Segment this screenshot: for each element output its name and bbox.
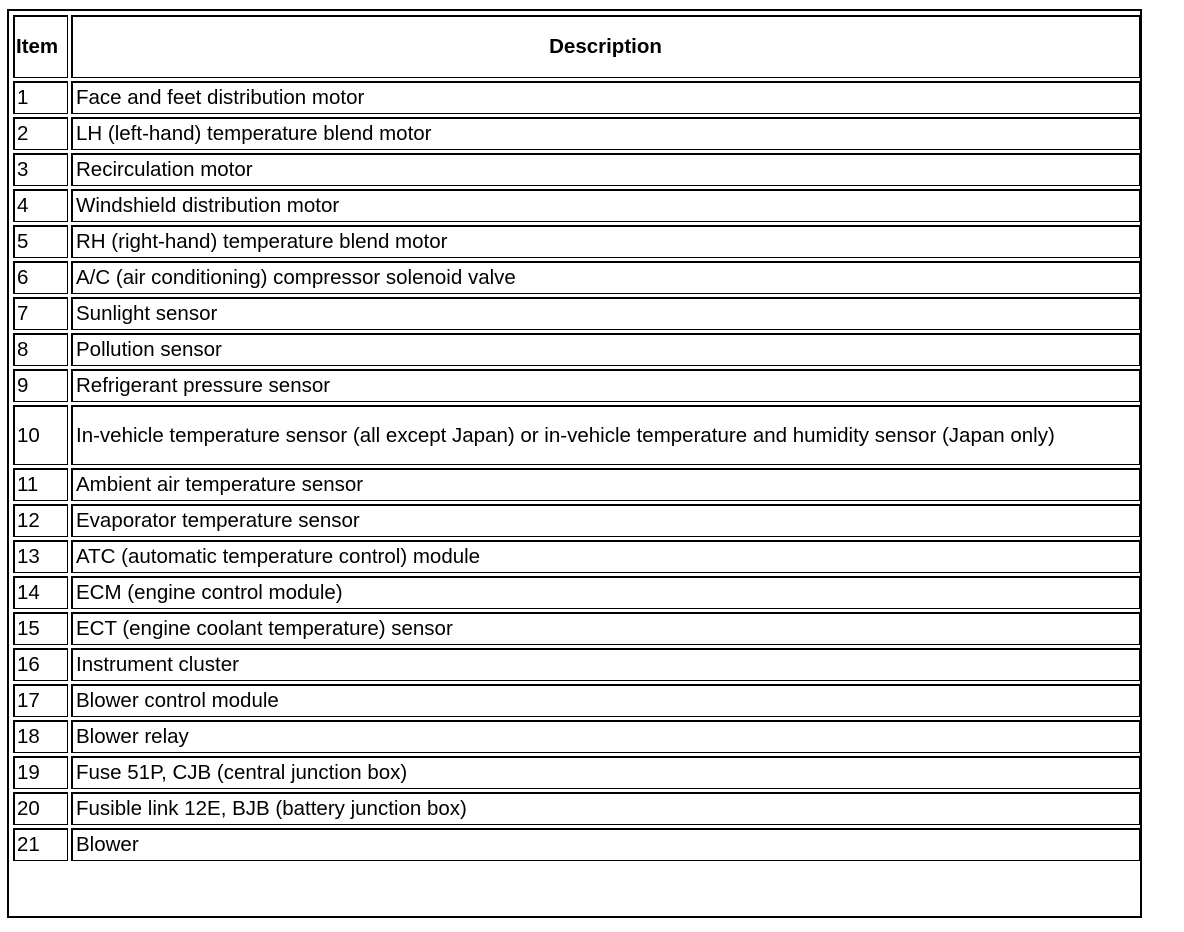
item-number-cell: 1 — [13, 81, 68, 114]
description-cell: Blower control module — [71, 684, 1140, 717]
item-number-cell: 7 — [13, 297, 68, 330]
item-number-cell: 4 — [13, 189, 68, 222]
description-cell: Recirculation motor — [71, 153, 1140, 186]
item-number-cell: 12 — [13, 504, 68, 537]
description-cell: Face and feet distribution motor — [71, 81, 1140, 114]
item-number-cell: 11 — [13, 468, 68, 501]
description-cell: ECM (engine control module) — [71, 576, 1140, 609]
parts-table — [10, 12, 1143, 864]
table-row — [13, 297, 1140, 330]
table-row — [13, 720, 1140, 753]
description-cell: In-vehicle temperature sensor (all except Japan) or in-vehicle temperature and humidity sensor (Japan only) — [71, 405, 1140, 465]
table-row — [13, 540, 1140, 573]
description-cell: Ambient air temperature sensor — [71, 468, 1140, 501]
item-number-cell: 21 — [13, 828, 68, 861]
item-number-cell: 13 — [13, 540, 68, 573]
table-row — [13, 792, 1140, 825]
item-number-cell: 2 — [13, 117, 68, 150]
description-cell: Fusible link 12E, BJB (battery junction box) — [71, 792, 1140, 825]
item-number-cell: 18 — [13, 720, 68, 753]
description-cell: Sunlight sensor — [71, 297, 1140, 330]
description-cell: Fuse 51P, CJB (central junction box) — [71, 756, 1140, 789]
description-cell: ATC (automatic temperature control) module — [71, 540, 1140, 573]
description-cell: Blower relay — [71, 720, 1140, 753]
description-cell: Pollution sensor — [71, 333, 1140, 366]
description-cell: A/C (air conditioning) compressor solenoid valve — [71, 261, 1140, 294]
item-number-cell: 20 — [13, 792, 68, 825]
table-row — [13, 576, 1140, 609]
description-cell: Instrument cluster — [71, 648, 1140, 681]
item-number-cell: 8 — [13, 333, 68, 366]
table-row — [13, 756, 1140, 789]
description-cell: Blower — [71, 828, 1140, 861]
description-cell: Evaporator temperature sensor — [71, 504, 1140, 537]
table-row — [13, 828, 1140, 861]
item-number-cell: 9 — [13, 369, 68, 402]
item-number-cell: 5 — [13, 225, 68, 258]
item-number-cell: 19 — [13, 756, 68, 789]
item-number-cell: 17 — [13, 684, 68, 717]
item-number-cell: 15 — [13, 612, 68, 645]
item-number-cell: 10 — [13, 405, 68, 465]
item-number-cell: 3 — [13, 153, 68, 186]
table-row — [13, 189, 1140, 222]
description-cell: LH (left-hand) temperature blend motor — [71, 117, 1140, 150]
description-cell: Refrigerant pressure sensor — [71, 369, 1140, 402]
table-row — [13, 333, 1140, 366]
table-row — [13, 369, 1140, 402]
item-number-cell: 16 — [13, 648, 68, 681]
description-cell: RH (right-hand) temperature blend motor — [71, 225, 1140, 258]
item-number-cell: 14 — [13, 576, 68, 609]
table-header-row — [13, 15, 1140, 78]
description-cell: Windshield distribution motor — [71, 189, 1140, 222]
table-row — [13, 648, 1140, 681]
description-column-header: Description — [71, 15, 1140, 78]
table-row — [13, 612, 1140, 645]
table-row — [13, 81, 1140, 114]
table-row — [13, 468, 1140, 501]
table-row — [13, 504, 1140, 537]
table-row — [13, 684, 1140, 717]
table-row — [13, 153, 1140, 186]
table-row — [13, 117, 1140, 150]
item-column-header: Item — [13, 15, 68, 78]
table-row — [13, 225, 1140, 258]
item-number-cell: 6 — [13, 261, 68, 294]
table-row — [13, 261, 1140, 294]
description-cell: ECT (engine coolant temperature) sensor — [71, 612, 1140, 645]
table-row — [13, 405, 1140, 465]
